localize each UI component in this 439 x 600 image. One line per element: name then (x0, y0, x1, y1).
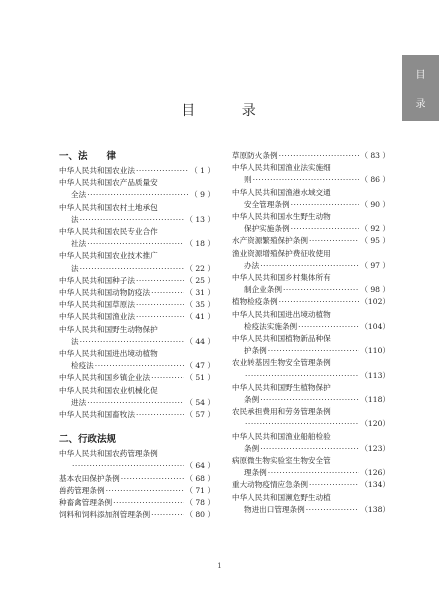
toc-entry-page: （ 51 ） (185, 373, 215, 383)
toc-entry-title-line: 安全管理条例 (244, 199, 290, 209)
toc-entry-leader-line (59, 311, 215, 323)
toc-entry-leader-line (232, 418, 390, 430)
dot-leader (298, 321, 359, 333)
toc-entry[interactable] (59, 165, 215, 177)
toc-entry-page: （110） (360, 346, 390, 356)
toc-entry[interactable] (59, 385, 215, 409)
toc-entry-page: （ 71 ） (185, 485, 215, 495)
dot-leader (136, 275, 184, 287)
toc-entry-title-line: 中华人民共和国野生动物保护 (59, 324, 158, 334)
toc-entry-leader-line (59, 263, 215, 275)
toc-right-column (232, 150, 390, 516)
toc-entry-title-line: 全法 (71, 190, 87, 200)
toc-entry-leader-line (59, 409, 215, 421)
toc-entry-title-line: 中华人民共和国植物新品种保 (232, 334, 331, 344)
toc-entry-title-line: 中华人民共和国农业法 (59, 166, 135, 175)
toc-entry[interactable] (232, 211, 390, 235)
toc-entry-title-line: 中华人民共和国农药管理条例 (59, 449, 158, 459)
toc-entry-title-line: 制企业条例 (244, 285, 282, 295)
toc-entry[interactable] (232, 357, 390, 381)
toc-entry-page: （ 80 ） (185, 510, 215, 520)
toc-entry-title-line: 法 (71, 263, 79, 273)
toc-entry-title-line: 中华人民共和国动物防疫法 (59, 288, 151, 298)
toc-entry-page: （ 25 ） (185, 275, 215, 285)
toc-entry-title-line: 兽药管理条例 (59, 485, 105, 495)
toc-entry-leader-line (232, 443, 390, 455)
toc-entry-leader-line (59, 372, 215, 384)
dot-leader (136, 299, 184, 311)
toc-entry-leader-line (59, 238, 215, 250)
toc-entry-title-line: 条例 (244, 443, 260, 453)
dot-leader (253, 174, 360, 186)
toc-entry-leader-line (59, 275, 215, 287)
dot-leader (87, 189, 189, 201)
toc-entry-title-line: 检疫法实施条例 (244, 321, 298, 331)
toc-entry-title-line: 中华人民共和国农业机械化促 (59, 385, 158, 395)
dot-leader (151, 372, 184, 384)
toc-entry-title-line: 中华人民共和国农业技术推广 (59, 251, 158, 261)
toc-entry-title-line: 中华人民共和国农产品质量安 (59, 178, 158, 188)
toc-entry[interactable] (59, 409, 215, 421)
toc-entry-title-line: 中华人民共和国濒危野生动植 (232, 492, 331, 502)
page-number: 1 (217, 562, 222, 570)
toc-entry-title-line: 中华人民共和国渔业船舶检验 (232, 431, 331, 441)
toc-entry-leader-line (59, 397, 215, 409)
toc-entry[interactable] (59, 473, 215, 485)
toc-entry-page: （ 90 ） (360, 199, 390, 209)
toc-entry[interactable] (232, 382, 390, 406)
dot-leader (309, 479, 359, 491)
toc-entry-leader-line (232, 199, 390, 211)
dot-leader (306, 504, 360, 516)
toc-entry-leader-line (232, 223, 390, 235)
toc-entry-page: （113） (360, 370, 390, 380)
toc-entry-page: （ 83 ） (360, 151, 390, 160)
toc-entry-page: （118） (360, 395, 390, 405)
toc-entry-title-line: 则 (244, 175, 252, 185)
toc-entry[interactable] (232, 333, 390, 357)
toc-entry[interactable] (59, 311, 215, 323)
toc-entry-leader-line (59, 497, 215, 509)
dot-leader (80, 214, 185, 226)
toc-entry-title-line: 中华人民共和国乡村集体所有 (232, 273, 331, 283)
toc-entry-title-line: 办法 (244, 260, 260, 270)
toc-entry-title-line: 中华人民共和国水生野生动物 (232, 212, 331, 222)
toc-entry-page: （ 92 ） (360, 224, 390, 234)
dot-leader (87, 397, 184, 409)
dot-leader (291, 223, 360, 235)
side-tab-char-2: 录 (415, 99, 426, 110)
toc-entry-leader-line (232, 394, 390, 406)
toc-entry[interactable] (59, 202, 215, 226)
toc-entry-title-line: 中华人民共和国渔港水域交通 (232, 187, 331, 197)
toc-entry-leader-line (232, 467, 390, 479)
toc-entry[interactable] (232, 309, 390, 333)
toc-entry-leader-line (232, 504, 390, 516)
toc-entry-title-line: 社法 (71, 239, 87, 249)
toc-entry[interactable] (59, 448, 215, 472)
toc-entry-leader-line (232, 150, 390, 162)
dot-leader (268, 467, 360, 479)
toc-entry-title-line: 农民承担费用和劳务管理条例 (232, 407, 331, 417)
toc-entry-page: （ 98 ） (360, 285, 390, 295)
toc-entry-page: （ 68 ） (185, 473, 215, 483)
toc-entry-leader-line (59, 165, 215, 177)
toc-entry-leader-line (232, 174, 390, 186)
toc-left-column (59, 150, 215, 521)
toc-entry-leader-line (232, 260, 390, 272)
toc-entry-title-line: 检疫法 (71, 361, 94, 371)
toc-entry-title-line: 中华人民共和国种子法 (59, 275, 135, 285)
toc-entry-title-line: 渔业资源增殖保护费征收使用 (232, 248, 331, 258)
dot-leader (80, 336, 185, 348)
toc-entry[interactable] (59, 275, 215, 287)
toc-entry[interactable] (232, 479, 390, 491)
toc-entry-title-line: 中华人民共和国进出境动植物 (232, 309, 331, 319)
toc-entry-page: （ 64 ） (185, 461, 215, 471)
toc-entry-page: （ 95 ） (360, 236, 390, 246)
toc-entry[interactable] (232, 406, 390, 430)
toc-entry-title-line: 条例 (244, 395, 260, 405)
toc-entry[interactable] (59, 250, 215, 274)
toc-entry-page: （ 57 ） (185, 410, 215, 420)
page-title (0, 100, 439, 120)
dot-leader (268, 345, 360, 357)
dot-leader (113, 497, 184, 509)
toc-entry[interactable] (232, 272, 390, 296)
toc-entry-title-line: 中华人民共和国农村土地承包 (59, 202, 158, 212)
toc-entry[interactable] (232, 431, 390, 455)
toc-entry-title-line: 饲料和饲料添加剂管理条例 (59, 510, 151, 520)
toc-entry-leader-line (232, 345, 390, 357)
dot-leader (260, 394, 359, 406)
toc-entry[interactable] (232, 455, 390, 479)
toc-entry-title-line: 理条例 (244, 468, 267, 478)
toc-entry-leader-line (59, 214, 215, 226)
toc-entry-page: （ 97 ） (360, 260, 390, 270)
dot-leader (136, 409, 184, 421)
toc-entry[interactable] (59, 485, 215, 497)
toc-entry-page: （ 78 ） (185, 498, 215, 508)
toc-entry[interactable] (232, 296, 390, 308)
toc-entry[interactable] (59, 372, 215, 384)
toc-entry[interactable] (232, 235, 390, 247)
toc-entry-title-line: 法 (71, 336, 79, 346)
toc-entry-page: （ 9 ） (190, 190, 215, 200)
toc-entry-title-line: 保护实施条例 (244, 224, 290, 234)
toc-entry-leader-line (232, 370, 390, 382)
dot-leader (260, 260, 359, 272)
toc-entry-page: （120） (360, 419, 390, 429)
toc-entry-page: （ 31 ） (185, 288, 215, 298)
toc-entry-title-line: 中华人民共和国渔业法实施细 (232, 163, 331, 173)
toc-entry[interactable] (232, 187, 390, 211)
section-heading: 一、法 律 (59, 151, 117, 162)
toc-entry[interactable] (59, 287, 215, 299)
toc-entry[interactable] (59, 348, 215, 372)
toc-entry-title-line: 种畜禽管理条例 (59, 498, 113, 508)
toc-entry-title-line: 农业转基因生物安全管理条例 (232, 358, 331, 368)
toc-entry-title-line: 护条例 (244, 346, 267, 356)
page-title-char-1: 目 (181, 103, 198, 119)
toc-entry-page: （ 44 ） (185, 336, 215, 346)
toc-entry-leader-line (59, 189, 215, 201)
toc-entry-title-line: 法 (71, 214, 79, 224)
toc-entry[interactable] (59, 509, 215, 521)
toc-entry-title-line: 中华人民共和国农民专业合作 (59, 227, 158, 237)
toc-entry-page: （ 1 ） (190, 166, 215, 175)
toc-entry-page: （ 13 ） (185, 214, 215, 224)
toc-entry[interactable] (59, 177, 215, 201)
toc-entry-leader-line (232, 321, 390, 333)
dot-leader (136, 165, 189, 177)
toc-entry-page: （123） (360, 443, 390, 453)
toc-entry-title-line: 中华人民共和国渔业法 (59, 312, 135, 322)
dot-leader (106, 485, 185, 497)
toc-entry[interactable] (59, 226, 215, 250)
toc-entry[interactable] (232, 150, 390, 162)
toc-entry-title-line: 中华人民共和国畜牧法 (59, 410, 135, 420)
toc-entry-leader-line (59, 473, 215, 485)
toc-entry-title-line: 植物检疫条例 (232, 297, 278, 307)
toc-entry[interactable] (59, 299, 215, 311)
dot-leader (260, 443, 359, 455)
toc-entry-page: （ 22 ） (185, 263, 215, 273)
dot-leader (279, 150, 360, 162)
dot-leader (291, 199, 360, 211)
toc-entry-page: （102） (360, 297, 390, 307)
toc-entry-page: （ 86 ） (360, 175, 390, 185)
toc-entry-leader-line (59, 509, 215, 521)
toc-entry-title-line: 重大动物疫情应急条例 (232, 480, 308, 490)
section-heading: 二、行政法规 (59, 434, 117, 446)
toc-entry[interactable] (59, 324, 215, 348)
dot-leader (245, 370, 359, 382)
toc-entry-page: （ 47 ） (185, 361, 215, 371)
toc-entry-title-line: 病原微生物实验室生物安全管 (232, 456, 331, 466)
toc-entry-page: （ 35 ） (185, 300, 215, 310)
dot-leader (80, 263, 185, 275)
toc-entry-title-line: 水产资源繁殖保护条例 (232, 236, 308, 246)
toc-entry-page: （104） (360, 321, 390, 331)
toc-entry-title-line: 基本农田保护条例 (59, 473, 120, 483)
toc-entry-leader-line (59, 460, 215, 472)
toc-entry-leader-line (59, 287, 215, 299)
page-title-char-2: 录 (241, 103, 258, 119)
dot-leader (95, 360, 185, 372)
toc-entry-leader-line (232, 479, 390, 491)
toc-entry-page: （ 18 ） (185, 239, 215, 249)
toc-entry-page: （ 54 ） (185, 397, 215, 407)
toc-entry-leader-line (232, 284, 390, 296)
toc-entry-leader-line (232, 235, 390, 247)
toc-entry-leader-line (59, 360, 215, 372)
toc-entry-leader-line (59, 336, 215, 348)
dot-leader (136, 311, 184, 323)
toc-entry[interactable] (232, 162, 390, 186)
toc-entry-title-line: 中华人民共和国进出境动植物 (59, 349, 158, 359)
toc-entry[interactable] (59, 497, 215, 509)
dot-leader (121, 473, 185, 485)
dot-leader (72, 460, 184, 472)
toc-entry-title-line: 中华人民共和国乡镇企业法 (59, 373, 151, 383)
toc-entry[interactable] (232, 248, 390, 272)
toc-entry-page: （138） (360, 504, 390, 514)
toc-entry-leader-line (59, 485, 215, 497)
dot-leader (87, 238, 184, 250)
toc-entry-page: （134） (360, 480, 390, 490)
toc-entry[interactable] (232, 492, 390, 516)
dot-leader (151, 509, 184, 521)
side-tab-char-1: 目 (415, 70, 426, 81)
toc-entry-title-line: 物进出口管理条例 (244, 504, 305, 514)
toc-entry-title-line: 中华人民共和国草原法 (59, 300, 135, 310)
dot-leader (151, 287, 184, 299)
toc-entry-title-line: 进法 (71, 397, 87, 407)
toc-entry-title-line: 中华人民共和国野生植物保护 (232, 382, 331, 392)
dot-leader (283, 284, 359, 296)
toc-entry-leader-line (232, 296, 390, 308)
toc-entry-leader-line (59, 299, 215, 311)
dot-leader (309, 235, 359, 247)
toc-entry-title-line: 草原防火条例 (232, 151, 278, 160)
dot-leader (245, 418, 359, 430)
toc-entry-page: （ 41 ） (185, 312, 215, 322)
toc-entry-page: （126） (360, 468, 390, 478)
dot-leader (279, 296, 360, 308)
